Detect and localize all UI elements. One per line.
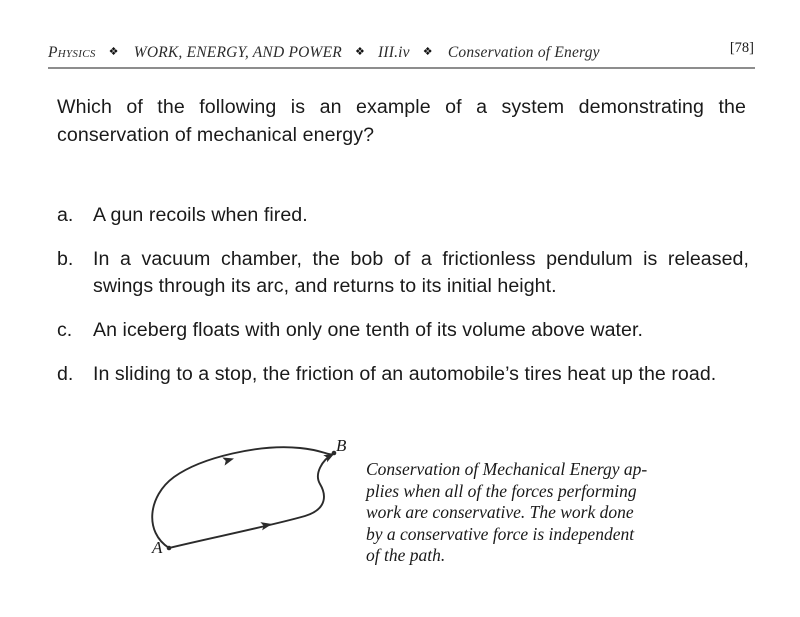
header-chapter: WORK, ENERGY, AND POWER bbox=[133, 44, 342, 61]
option-text-line: In a vacuum chamber, the bob of a frictionless pendulum is released, bbox=[93, 248, 749, 270]
question-stem bbox=[57, 93, 746, 149]
margin-note-line: work are conservative. The work done bbox=[366, 502, 634, 522]
question-line-1: Which of the following is an example of a system demonstrating the bbox=[57, 96, 746, 118]
point-b-label: B bbox=[336, 436, 347, 455]
path-diagram bbox=[130, 428, 370, 578]
option-text-line: swings through its arc, and returns to its initial height. bbox=[93, 275, 557, 297]
option-text-line: In sliding to a stop, the friction of an automobile’s tires heat up the bbox=[93, 363, 666, 385]
option-c[interactable] bbox=[57, 317, 749, 344]
page-header bbox=[0, 38, 800, 70]
page-number: [78] bbox=[729, 40, 754, 56]
option-letter: b. bbox=[57, 248, 74, 270]
option-text bbox=[93, 361, 749, 388]
header-subject: Physics bbox=[48, 44, 96, 61]
lower-path-curve bbox=[169, 454, 333, 548]
margin-note-line: plies when all of the forces performing bbox=[366, 480, 637, 501]
path-diagram-svg bbox=[130, 428, 370, 578]
margin-note-line: Conservation of Mechanical Energy ap- bbox=[366, 459, 648, 479]
header-topic: Conservation of Energy bbox=[447, 44, 600, 61]
option-d[interactable] bbox=[57, 361, 749, 388]
margin-note-line: by a conservative force is independent bbox=[366, 523, 635, 544]
margin-note-line: of the path. bbox=[366, 545, 446, 565]
header-divider bbox=[48, 67, 755, 69]
option-a[interactable] bbox=[57, 202, 749, 229]
option-letter: a. bbox=[57, 204, 74, 226]
header-separator-icon: ❖ bbox=[354, 46, 366, 58]
option-text: An iceberg floats with only one tenth of its volume above water. bbox=[93, 319, 643, 341]
option-b[interactable] bbox=[57, 246, 749, 300]
point-a-marker bbox=[167, 546, 172, 551]
header-section: III.iv bbox=[378, 44, 410, 61]
option-text-line: road. bbox=[671, 363, 717, 385]
question-line-2: conservation of mechanical energy? bbox=[57, 124, 375, 146]
option-letter: d. bbox=[57, 363, 74, 385]
upper-path-curve bbox=[152, 447, 333, 548]
option-letter: c. bbox=[57, 319, 73, 341]
margin-note bbox=[366, 459, 658, 567]
option-text: A gun recoils when fired. bbox=[93, 204, 308, 226]
option-text bbox=[93, 246, 749, 300]
header-separator-icon: ❖ bbox=[108, 46, 119, 58]
header-breadcrumb bbox=[48, 44, 648, 62]
header-separator-icon: ❖ bbox=[422, 46, 433, 58]
answer-options-list bbox=[57, 202, 749, 405]
point-a-label: A bbox=[152, 538, 163, 557]
